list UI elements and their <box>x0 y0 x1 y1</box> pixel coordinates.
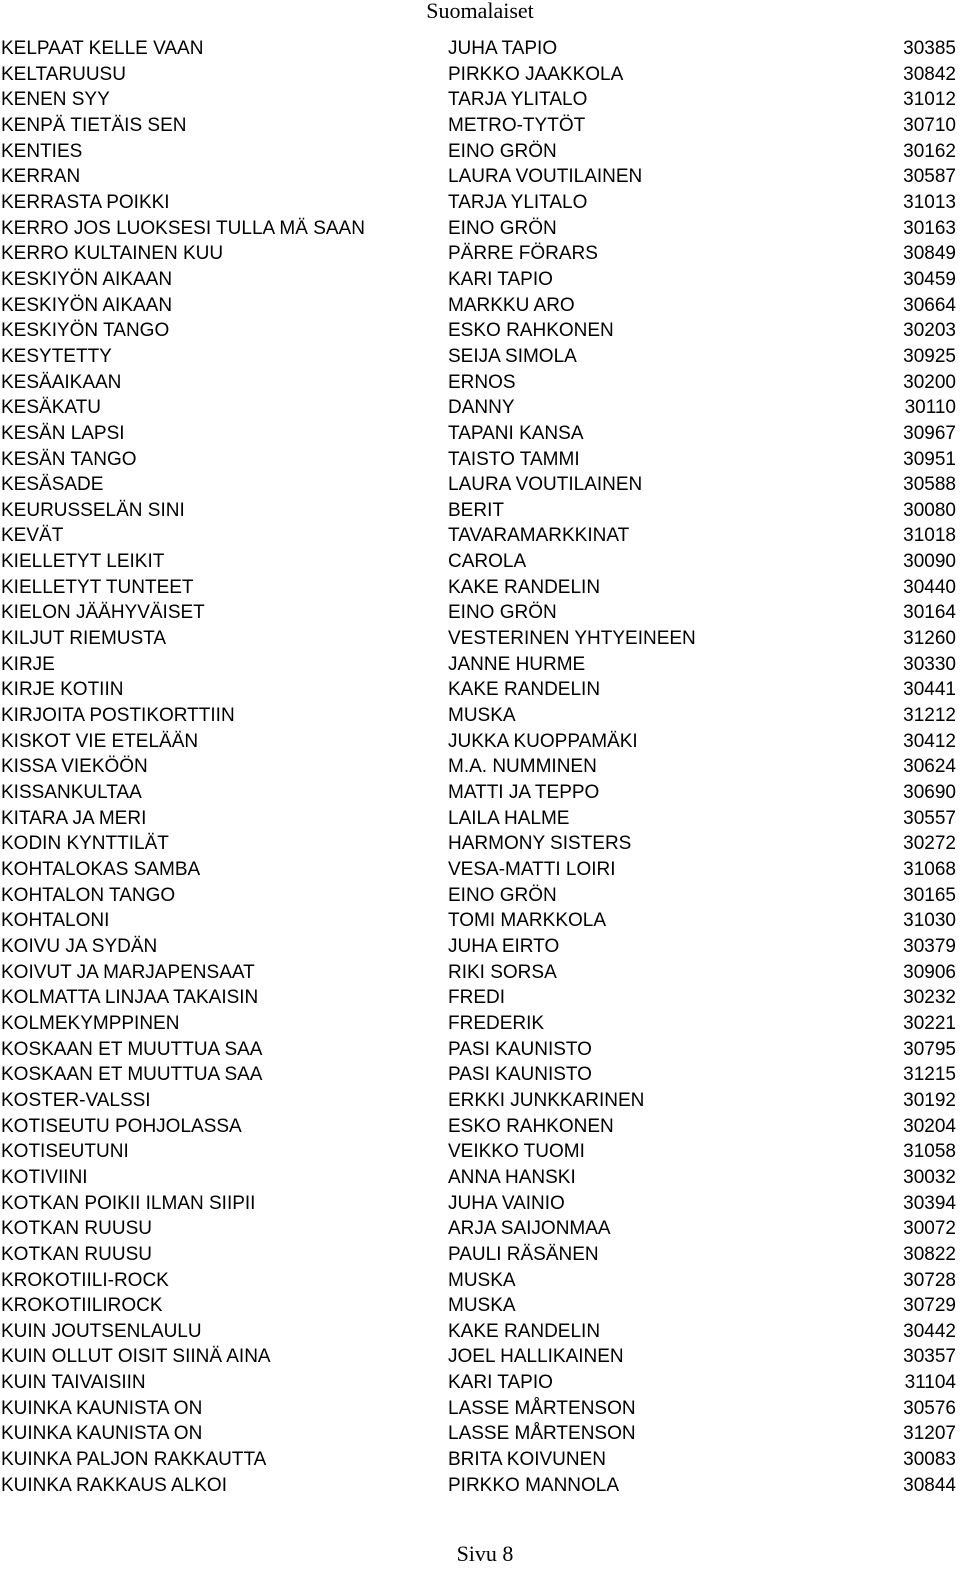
artist-name: TARJA YLITALO <box>448 89 588 111</box>
song-title: KOHTALON TANGO <box>1 884 176 906</box>
artist-name: LAURA VOUTILAINEN <box>448 474 643 496</box>
list-item <box>0 934 960 960</box>
list-item <box>0 1293 960 1319</box>
artist-name: KARI TAPIO <box>448 268 553 290</box>
list-item <box>0 498 960 524</box>
artist-name: EINO GRÖN <box>448 602 557 624</box>
artist-name: ESKO RAHKONEN <box>448 1115 614 1137</box>
song-title: KERRASTA POIKKI <box>1 191 170 213</box>
song-code: 30459 <box>903 268 956 290</box>
artist-name: EINO GRÖN <box>448 140 557 162</box>
song-title: KERRO JOS LUOKSESI TULLA MÄ SAAN <box>1 217 365 239</box>
song-title: KITARA JA MERI <box>1 807 147 829</box>
song-title: KELTARUUSU <box>1 63 126 85</box>
song-title: KESÄN TANGO <box>1 448 137 470</box>
song-code: 30203 <box>903 320 956 342</box>
song-title: KOTKAN POIKII ILMAN SIIPII <box>1 1192 256 1214</box>
artist-name: PASI KAUNISTO <box>448 1064 592 1086</box>
song-title: KOTISEUTU POHJOLASSA <box>1 1115 242 1137</box>
song-code: 30842 <box>903 63 956 85</box>
artist-name: JUHA EIRTO <box>448 935 560 957</box>
artist-name: EINO GRÖN <box>448 217 557 239</box>
artist-name: TAISTO TAMMI <box>448 448 580 470</box>
list-item <box>0 754 960 780</box>
song-title: KUINKA PALJON RAKKAUTTA <box>1 1449 267 1471</box>
song-code: 30394 <box>903 1192 956 1214</box>
list-item <box>0 549 960 575</box>
list-item <box>0 806 960 832</box>
list-item <box>0 780 960 806</box>
song-title: KIRJOITA POSTIKORTTIIN <box>1 705 235 727</box>
artist-name: PIRKKO MANNOLA <box>448 1474 620 1496</box>
page-footer <box>0 1543 960 1565</box>
list-item <box>0 1088 960 1114</box>
list-item <box>0 652 960 678</box>
list-item <box>0 1165 960 1191</box>
list-item <box>0 1037 960 1063</box>
song-code: 30967 <box>903 422 956 444</box>
artist-name: EINO GRÖN <box>448 884 557 906</box>
song-code: 30728 <box>903 1269 956 1291</box>
artist-name: HARMONY SISTERS <box>448 833 632 855</box>
list-item <box>0 472 960 498</box>
artist-name: PIRKKO JAAKKOLA <box>448 63 624 85</box>
list-item <box>0 293 960 319</box>
song-code: 30795 <box>903 1038 956 1060</box>
artist-name: TAVARAMARKKINAT <box>448 525 630 547</box>
song-title: KOTIVIINI <box>1 1166 88 1188</box>
list-item <box>0 960 960 986</box>
list-item <box>0 216 960 242</box>
song-title: KESÄAIKAAN <box>1 371 122 393</box>
song-title: KELPAAT KELLE VAAN <box>1 38 204 59</box>
song-title: KIELLETYT LEIKIT <box>1 551 165 573</box>
song-code: 31012 <box>903 89 956 111</box>
song-code: 30090 <box>903 551 956 573</box>
song-code: 30442 <box>903 1320 956 1342</box>
song-code: 30110 <box>904 397 956 419</box>
artist-name: ANNA HANSKI <box>448 1166 576 1188</box>
song-title: KOHTALOKAS SAMBA <box>1 859 201 880</box>
artist-name: RIKI SORSA <box>448 961 557 983</box>
song-code: 30379 <box>903 935 956 957</box>
song-code: 30664 <box>903 294 956 316</box>
list-item <box>0 1242 960 1268</box>
song-code: 30588 <box>903 474 956 496</box>
song-code: 30083 <box>903 1449 956 1471</box>
artist-name: JUHA VAINIO <box>448 1192 565 1214</box>
song-code: 30165 <box>903 884 956 906</box>
song-title: KILJUT RIEMUSTA <box>1 628 167 650</box>
song-title: KOSKAAN ET MUUTTUA SAA <box>1 1038 263 1060</box>
artist-name: PÄRRE FÖRARS <box>448 243 598 265</box>
song-code: 30192 <box>903 1089 956 1111</box>
artist-name: KAKE RANDELIN <box>448 576 601 598</box>
list-item <box>0 447 960 473</box>
artist-name: JUHA TAPIO <box>448 38 558 59</box>
list-item <box>0 113 960 139</box>
artist-name: ARJA SAIJONMAA <box>448 1218 611 1240</box>
artist-name: FREDERIK <box>448 1012 545 1034</box>
list-item <box>0 1062 960 1088</box>
song-title: KOSTER-VALSSI <box>1 1089 151 1111</box>
song-title: KIRJE <box>1 653 55 675</box>
song-code: 31018 <box>903 525 956 547</box>
list-item <box>0 703 960 729</box>
artist-name: TARJA YLITALO <box>448 191 588 213</box>
artist-name: JOEL HALLIKAINEN <box>448 1346 624 1368</box>
song-code: 30221 <box>903 1012 956 1034</box>
song-title: KENPÄ TIETÄIS SEN <box>1 114 187 136</box>
song-title: KISSA VIEKÖÖN <box>1 756 148 778</box>
list-item <box>0 139 960 165</box>
song-title: KESÄSADE <box>1 474 104 496</box>
artist-name: MARKKU ARO <box>448 294 575 316</box>
song-code: 31260 <box>903 628 956 650</box>
song-code: 30080 <box>903 499 956 521</box>
song-code: 30204 <box>903 1115 956 1137</box>
artist-name: VESA-MATTI LOIRI <box>448 859 616 880</box>
song-title: KOTKAN RUUSU <box>1 1218 152 1240</box>
list-item <box>0 1421 960 1447</box>
song-code: 30587 <box>903 166 956 188</box>
artist-name: VESTERINEN YHTYEINEEN <box>448 628 696 650</box>
list-item <box>0 370 960 396</box>
song-code: 31215 <box>903 1064 956 1086</box>
list-item <box>0 985 960 1011</box>
song-code: 31030 <box>903 910 956 932</box>
artist-name: FREDI <box>448 987 505 1009</box>
song-title: KEVÄT <box>1 525 64 547</box>
song-code: 30624 <box>903 756 956 778</box>
song-code: 30032 <box>903 1166 956 1188</box>
artist-name: TOMI MARKKOLA <box>448 910 607 932</box>
song-title: KESKIYÖN AIKAAN <box>1 268 173 290</box>
song-code: 31068 <box>903 859 956 880</box>
song-code: 30357 <box>903 1346 956 1368</box>
song-code: 31207 <box>903 1423 956 1445</box>
song-title: KENEN SYY <box>1 89 110 111</box>
song-code: 30163 <box>903 217 956 239</box>
song-code: 31212 <box>903 705 956 727</box>
song-title: KESÄKATU <box>1 397 101 419</box>
list-item <box>0 677 960 703</box>
list-item <box>0 1114 960 1140</box>
artist-name: BRITA KOIVUNEN <box>448 1449 607 1471</box>
list-item <box>0 729 960 755</box>
song-title: KIRJE KOTIIN <box>1 679 124 701</box>
list-item <box>0 1216 960 1242</box>
list-item <box>0 1319 960 1345</box>
song-code: 31104 <box>904 1372 956 1394</box>
artist-name: SEIJA SIMOLA <box>448 345 577 367</box>
song-title: KOLMATTA LINJAA TAKAISIN <box>1 987 259 1009</box>
list-item <box>0 1268 960 1294</box>
list-item <box>0 626 960 652</box>
song-code: 30200 <box>903 371 956 393</box>
list-item <box>0 1139 960 1165</box>
song-title: KESYTETTY <box>1 345 112 367</box>
song-title: KUINKA RAKKAUS ALKOI <box>1 1474 227 1496</box>
artist-name: M.A. NUMMINEN <box>448 756 597 778</box>
song-code: 30385 <box>903 38 956 59</box>
list-item <box>0 1344 960 1370</box>
list-item <box>0 575 960 601</box>
song-title: KUINKA KAUNISTA ON <box>1 1423 203 1445</box>
song-code: 30164 <box>903 602 956 624</box>
artist-name: MUSKA <box>448 1269 516 1291</box>
list-item <box>0 87 960 113</box>
artist-name: PASI KAUNISTO <box>448 1038 592 1060</box>
song-title: KROKOTIILI-ROCK <box>1 1269 169 1291</box>
song-code: 30272 <box>903 833 956 855</box>
artist-name: CAROLA <box>448 551 527 573</box>
artist-name: TAPANI KANSA <box>448 422 584 444</box>
song-code: 30925 <box>903 345 956 367</box>
artist-name: MUSKA <box>448 1295 516 1317</box>
list-item <box>0 344 960 370</box>
list-item <box>0 421 960 447</box>
song-code: 30822 <box>903 1243 956 1265</box>
song-title: KOTKAN RUUSU <box>1 1243 152 1265</box>
song-code: 30441 <box>903 679 956 701</box>
page-title: Suomalaiset <box>426 0 534 23</box>
page-header <box>0 0 960 30</box>
song-title: KUIN TAIVAISIIN <box>1 1372 146 1394</box>
song-title: KERRO KULTAINEN KUU <box>1 243 224 265</box>
song-title: KOSKAAN ET MUUTTUA SAA <box>1 1064 263 1086</box>
artist-name: METRO-TYTÖT <box>448 114 586 136</box>
song-code: 31058 <box>903 1141 956 1163</box>
list-item <box>0 164 960 190</box>
song-code: 30557 <box>903 807 956 829</box>
list-item <box>0 831 960 857</box>
song-code: 30162 <box>903 140 956 162</box>
song-title: KOHTALONI <box>1 910 110 932</box>
song-title: KUINKA KAUNISTA ON <box>1 1397 203 1419</box>
list-item <box>0 1473 960 1499</box>
artist-name: LASSE MÅRTENSON <box>448 1423 636 1445</box>
song-list <box>0 36 960 1498</box>
song-title: KERRAN <box>1 166 81 188</box>
list-item <box>0 267 960 293</box>
song-title: KOTISEUTUNI <box>1 1141 129 1163</box>
song-title: KODIN KYNTTILÄT <box>1 833 169 855</box>
song-title: KESÄN LAPSI <box>1 422 125 444</box>
song-title: KISKOT VIE ETELÄÄN <box>1 730 199 752</box>
page-number: Sivu 8 <box>456 1541 514 1566</box>
artist-name: ERNOS <box>448 371 516 393</box>
song-code: 30440 <box>903 576 956 598</box>
list-item <box>0 190 960 216</box>
song-title: KISSANKULTAA <box>1 782 142 804</box>
list-item <box>0 1191 960 1217</box>
song-code: 30844 <box>903 1474 956 1496</box>
song-title: KESKIYÖN AIKAAN <box>1 294 173 316</box>
song-title: KEURUSSELÄN SINI <box>1 499 185 521</box>
list-item <box>0 318 960 344</box>
artist-name: MUSKA <box>448 705 516 727</box>
artist-name: DANNY <box>448 397 515 419</box>
artist-name: LAURA VOUTILAINEN <box>448 166 643 188</box>
song-code: 30690 <box>903 782 956 804</box>
list-item <box>0 241 960 267</box>
list-item <box>0 1396 960 1422</box>
artist-name: KARI TAPIO <box>448 1372 553 1394</box>
artist-name: PAULI RÄSÄNEN <box>448 1243 599 1265</box>
song-code: 30951 <box>903 448 956 470</box>
list-item <box>0 395 960 421</box>
song-title: KOLMEKYMPPINEN <box>1 1012 180 1034</box>
list-item <box>0 1447 960 1473</box>
artist-name: KAKE RANDELIN <box>448 679 601 701</box>
artist-name: KAKE RANDELIN <box>448 1320 601 1342</box>
song-code: 31013 <box>903 191 956 213</box>
song-code: 30849 <box>903 243 956 265</box>
song-title: KIELON JÄÄHYVÄISET <box>1 602 205 624</box>
list-item <box>0 1370 960 1396</box>
song-code: 30232 <box>903 987 956 1009</box>
song-code: 30906 <box>903 961 956 983</box>
list-item <box>0 883 960 909</box>
list-item <box>0 36 960 62</box>
song-code: 30072 <box>903 1218 956 1240</box>
artist-name: LAILA HALME <box>448 807 570 829</box>
song-title: KUIN JOUTSENLAULU <box>1 1320 202 1342</box>
song-code: 30576 <box>903 1397 956 1419</box>
song-title: KENTIES <box>1 140 83 162</box>
list-item <box>0 1011 960 1037</box>
song-title: KROKOTIILIROCK <box>1 1295 163 1317</box>
artist-name: JANNE HURME <box>448 653 586 675</box>
artist-name: LASSE MÅRTENSON <box>448 1397 636 1419</box>
song-code: 30729 <box>903 1295 956 1317</box>
song-title: KIELLETYT TUNTEET <box>1 576 194 598</box>
song-title: KOIVUT JA MARJAPENSAAT <box>1 961 255 983</box>
list-item <box>0 523 960 549</box>
song-title: KUIN OLLUT OISIT SIINÄ AINA <box>1 1346 271 1368</box>
song-title: KESKIYÖN TANGO <box>1 320 170 342</box>
song-title: KOIVU JA SYDÄN <box>1 935 158 957</box>
list-item <box>0 857 960 883</box>
artist-name: JUKKA KUOPPAMÄKI <box>448 730 638 752</box>
artist-name: BERIT <box>448 499 504 521</box>
artist-name: MATTI JA TEPPO <box>448 782 600 804</box>
list-item <box>0 600 960 626</box>
list-item <box>0 908 960 934</box>
song-code: 30710 <box>903 114 956 136</box>
list-item <box>0 62 960 88</box>
song-code: 30330 <box>903 653 956 675</box>
artist-name: ESKO RAHKONEN <box>448 320 614 342</box>
artist-name: VEIKKO TUOMI <box>448 1141 585 1163</box>
artist-name: ERKKI JUNKKARINEN <box>448 1089 645 1111</box>
song-code: 30412 <box>903 730 956 752</box>
